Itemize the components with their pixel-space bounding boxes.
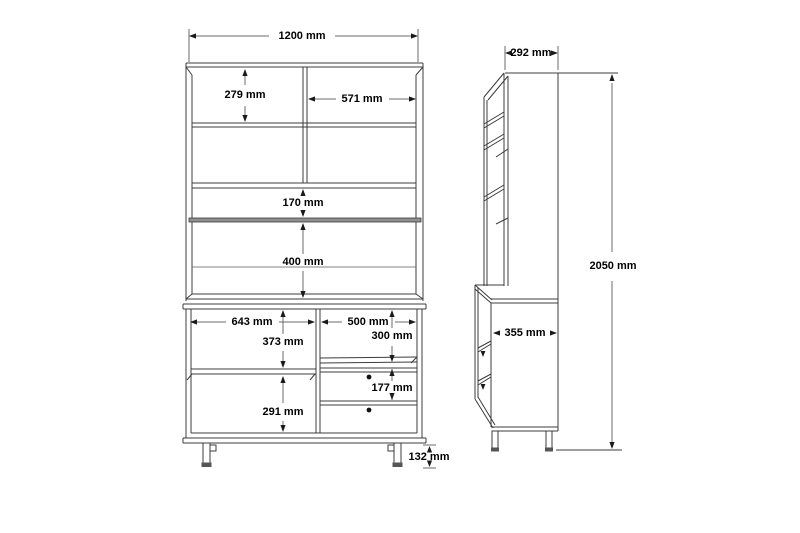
dim-top-compartment-height: [225, 69, 266, 122]
dim-bottom-compartment-height: [263, 376, 304, 432]
dim-overall-width: [189, 29, 418, 62]
side-lower-cabinet: [475, 285, 558, 431]
thick-shelf: [189, 218, 421, 222]
dim-label-bottom-compartment-height: 291 mm: [262, 406, 304, 418]
dim-label-top-right-compartment-width: 571 mm: [341, 93, 383, 105]
dim-lower-depth: [493, 327, 557, 339]
dim-upper-depth: [505, 46, 558, 70]
dim-label-left-compartment-width: 643 mm: [231, 316, 273, 328]
drawer-knob-top: [367, 375, 372, 380]
dim-label-overall-height: 2050 mm: [589, 260, 637, 272]
dim-middle-shelf-gap: [283, 189, 324, 217]
dim-label-leg-height: 132 mm: [408, 451, 450, 463]
side-view: [475, 46, 637, 452]
front-legs: [202, 443, 403, 467]
dim-label-open-niche-height: 300 mm: [371, 330, 413, 342]
dim-label-right-compartment-width: 500 mm: [347, 316, 389, 328]
dim-leg-height: [409, 445, 450, 468]
dim-label-top-compartment-height: 279 mm: [224, 89, 266, 101]
front-view: [183, 29, 450, 468]
dim-top-right-compartment-width: [308, 93, 416, 105]
dim-overall-height: [589, 74, 636, 449]
dim-label-left-compartment-height: 373 mm: [262, 336, 304, 348]
dim-label-open-shelf-height: 400 mm: [282, 256, 324, 268]
drawer-knob-bottom: [367, 408, 372, 413]
dim-label-upper-depth: 292 mm: [510, 47, 552, 59]
dim-label-lower-depth: 355 mm: [504, 327, 546, 339]
dim-left-compartment-width: [190, 316, 315, 328]
dim-label-middle-shelf-gap: 170 mm: [282, 197, 324, 209]
side-upper-hutch: [484, 73, 618, 431]
dim-open-shelf-height: [283, 223, 324, 298]
dim-label-overall-width: 1200 mm: [278, 30, 326, 42]
dim-drawer-height: [372, 369, 413, 400]
dim-label-drawer-height: 177 mm: [371, 382, 413, 394]
side-legs: [491, 431, 622, 452]
dim-right-compartment-width: [321, 316, 416, 328]
front-lower-cabinet: [183, 304, 426, 443]
